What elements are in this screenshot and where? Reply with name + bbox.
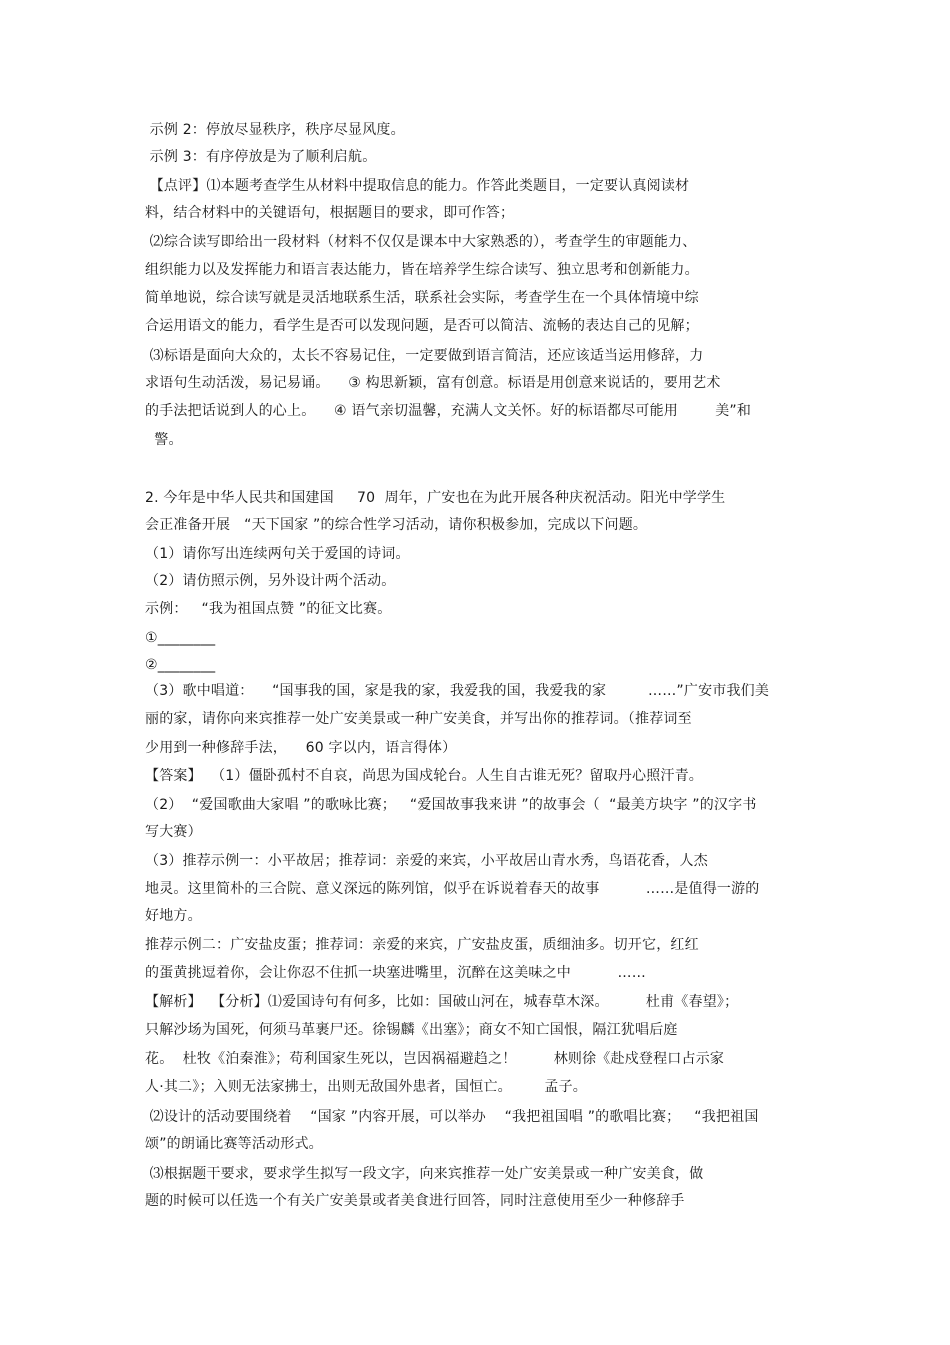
text-line: ⑵设计的活动要围绕着 “国家 ”内容开展，可以举办 “我把祖国唱 ”的歌唱比赛； “我把祖国 [145, 1109, 759, 1125]
text-line: （2） “爱国歌曲大家唱 ”的歌咏比赛； “爱国故事我来讲 ”的故事会（ “最美方块字 ”的汉字书 [145, 797, 757, 813]
text-line: （3）推荐示例一：小平故居；推荐词：亲爱的来宾，小平故居山青水秀，鸟语花香，人杰 [145, 853, 708, 869]
text-line: ⑵综合读写即给出一段材料（材料不仅仅是课本中大家熟悉的），考查学生的审题能力、 [145, 234, 697, 250]
text-line: 组织能力以及发挥能力和语言表达能力，皆在培养学生综合读写、独立思考和创新能力。 [145, 262, 699, 278]
text-line: 料，结合材料中的关键语句，根据题目的要求，即可作答； [145, 205, 515, 221]
text-line: 的蛋黄挑逗着你，会让你忍不住抓一块塞进嘴里，沉醉在这美味之中 …… [145, 965, 646, 981]
text-line: 求语句生动活泼，易记易诵。 ③ 构思新颖，富有创意。标语是用创意来说话的，要用艺术 [145, 375, 721, 391]
text-line: 人·其二》；入则无法家拂士，出则无敌国外患者，国恒亡。 孟子。 [145, 1079, 587, 1095]
text-line: 的手法把话说到人的心上。 ④ 语气亲切温馨，充满人文关怀。好的标语都尽可能用 美”和 [145, 403, 752, 419]
text-line: 题的时候可以任选一个有关广安美景或者美食进行回答，同时注意使用至少一种修辞手 [145, 1193, 685, 1209]
text-line: 少用到一种修辞手法， 60 字以内，语言得体） [145, 740, 457, 756]
text-line: 推荐示例二：广安盐皮蛋；推荐词：亲爱的来宾，广安盐皮蛋，质细油多。切开它，红红 [145, 937, 699, 953]
text-line: 2. 今年是中华人民共和国建国 70 周年，广安也在为此开展各种庆祝活动。阳光中学学生 [145, 490, 726, 506]
text-line: 示例 3：有序停放是为了顺利启航。 [145, 149, 377, 165]
text-line: ⑶标语是面向大众的，太长不容易记住，一定要做到语言简洁，还应该适当运用修辞，力 [145, 348, 704, 364]
text-line: 花。 杜牧《泊秦淮》；苟利国家生死以，岂因祸福避趋之！ 林则徐《赴戍登程口占示家 [145, 1051, 725, 1067]
text-line: 【点评】⑴本题考查学生从材料中提取信息的能力。作答此类题目，一定要认真阅读材 [145, 178, 690, 194]
text-line: 只解沙场为国死，何须马革裹尸还。徐锡麟《出塞》；商女不知亡国恨，隔江犹唱后庭 [145, 1022, 678, 1038]
text-line: ⑶根据题干要求，要求学生拟写一段文字，向来宾推荐一处广安美景或一种广安美食，做 [145, 1166, 704, 1182]
text-line: 简单地说，综合读写就是灵活地联系生活，联系社会实际，考查学生在一个具体情境中综 [145, 290, 699, 306]
text-line: 丽的家，请你向来宾推荐一处广安美景或一种广安美食，并写出你的推荐词。（推荐词至 [145, 711, 692, 727]
text-line: （1）请你写出连续两句关于爱国的诗词。 [145, 546, 410, 562]
text-line: 示例： “我为祖国点赞 ”的征文比赛。 [145, 601, 392, 617]
text-line: 写大赛） [145, 824, 202, 840]
text-line: （2）请仿照示例，另外设计两个活动。 [145, 573, 396, 589]
text-line: ②________ [145, 657, 216, 673]
text-line: 颂”的朗诵比赛等活动形式。 [145, 1136, 323, 1152]
text-line: ①________ [145, 630, 216, 646]
text-line: （3）歌中唱道： “国事我的国，家是我的家，我爱我的国，我爱我的家 ……”广安市我们美 [145, 683, 770, 699]
text-line: 警。 [145, 432, 183, 448]
text-line: 【答案】 （1）僵卧孤村不自哀，尚思为国戍轮台。人生自古谁无死？留取丹心照汗青。 [145, 768, 704, 784]
text-line: 地灵。这里简朴的三合院、意义深远的陈列馆，似乎在诉说着春天的故事 ……是值得一游的 [145, 881, 760, 897]
text-line: 合运用语文的能力，看学生是否可以发现问题，是否可以简洁、流畅的表达自己的见解； [145, 318, 699, 334]
text-line: 【解析】 【分析】⑴爱国诗句有何多，比如：国破山河在，城春草木深。 杜甫《春望》； [145, 994, 739, 1010]
text-line: 会正准备开展 “天下国家 ”的综合性学习活动，请你积极参加，完成以下问题。 [145, 517, 648, 533]
text-line: 好地方。 [145, 908, 202, 924]
text-line: 示例 2：停放尽显秩序，秩序尽显风度。 [145, 122, 405, 138]
